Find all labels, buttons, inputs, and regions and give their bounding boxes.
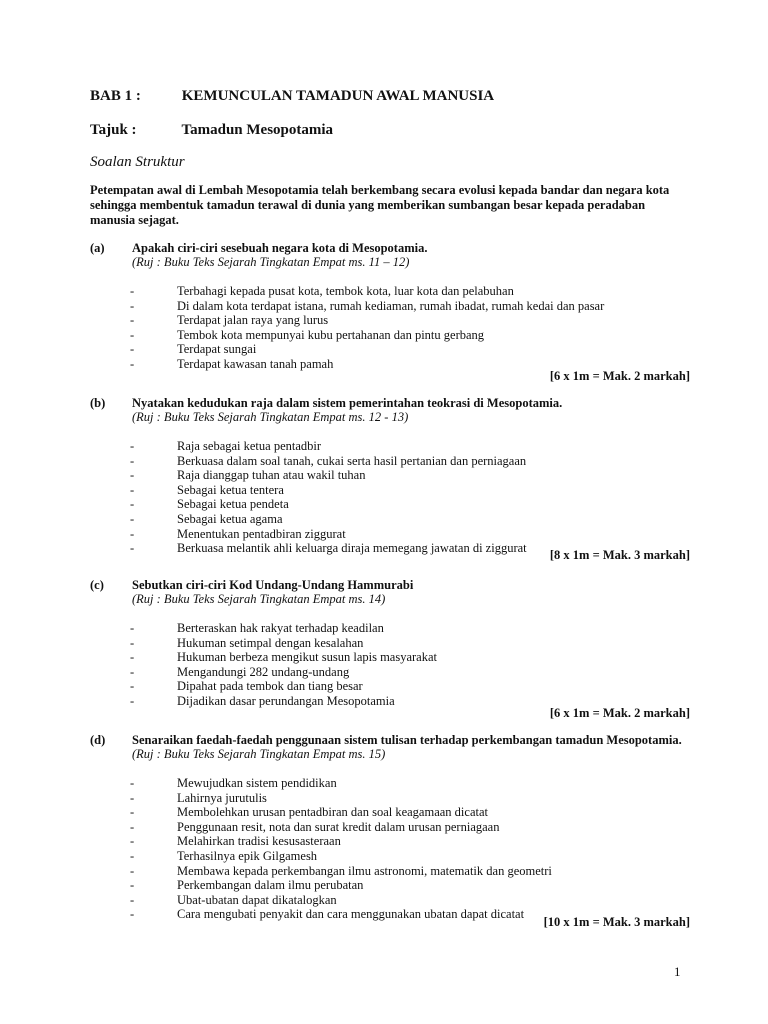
chapter-title: KEMUNCULAN TAMADUN AWAL MANUSIA	[181, 88, 495, 104]
marks-allocation: [8 x 1m = Mak. 3 markah]	[549, 548, 690, 562]
question-text: Sebutkan ciri-ciri Kod Undang-Undang Hammurabi	[132, 578, 414, 592]
question-letter: (c)	[90, 578, 104, 592]
question-letter: (a)	[90, 241, 105, 255]
marks-allocation: [6 x 1m = Mak. 2 markah]	[549, 369, 690, 383]
question-reference: (Ruj : Buku Teks Sejarah Tingkatan Empat ms. 15)	[132, 747, 386, 761]
question-text: Nyatakan kedudukan raja dalam sistem pemerintahan teokrasi di Mesopotamia.	[132, 396, 563, 410]
question-letter: (d)	[90, 733, 106, 747]
chapter-label: BAB 1 :	[90, 88, 141, 104]
marks-allocation: [10 x 1m = Mak. 3 markah]	[543, 915, 690, 929]
topic-label: Tajuk :	[90, 122, 137, 138]
section-title: Soalan Struktur	[90, 154, 185, 170]
question-reference: (Ruj : Buku Teks Sejarah Tingkatan Empat ms. 11 – 12)	[132, 255, 410, 269]
question-reference: (Ruj : Buku Teks Sejarah Tingkatan Empat ms. 14)	[132, 592, 386, 606]
topic-heading	[90, 122, 333, 139]
question-reference: (Ruj : Buku Teks Sejarah Tingkatan Empat ms. 12 - 13)	[132, 410, 409, 424]
intro-paragraph: Petempatan awal di Lembah Mesopotamia telah berkembang secara evolusi kepada bandar dan negara kota sehingga membentuk tamadun terawal di dunia yang memberikan sumbangan besar kepada peradaban manusia sejagat.	[90, 183, 670, 227]
question-letter: (b)	[90, 396, 106, 410]
page-number: 1	[674, 964, 681, 979]
chapter-heading	[90, 88, 494, 105]
question-text: Apakah ciri-ciri sesebuah negara kota di Mesopotamia.	[132, 241, 428, 255]
question-text: Senaraikan faedah-faedah penggunaan sistem tulisan terhadap perkembangan tamadun Mesopotamia.	[132, 733, 682, 747]
document-page: BAB 1 : KEMUNCULAN TAMADUN AWAL MANUSIA Tajuk : Tamadun Mesopotamia Soalan Struktur Petempatan awal di Lembah Mesopotamia telah berkembang secara evolusi kepada bandar dan negara kota sehingga membentuk tamadun terawal di dunia yang memberikan sumbangan besar kepada peradaban manusia sejagat. (a) Apakah ciri-ciri sesebuah negara kota di Mesopotamia. (Ruj : Buku Teks Sejarah Tingkatan Empat ms. 11 – 12) - Terbahagi kepada pusat kota, tembok kota, luar kota dan pelabuhan - Di dalam kota terdapat istana, rumah kediaman, rumah ibadat, rumah kedai dan pasar - Terdapat jalan raya yang lurus - Tembok kota mempunyai kubu pertahanan dan pintu gerbang - Terdapat sungai - Terdapat kawasan tanah pamah [6 x 1m = Mak. 2 markah] (b) Nyatakan kedudukan raja dalam sistem pemerintahan teokrasi di Mesopotamia. (Ruj : Buku Teks Sejarah Tingkatan Empat ms. 12 - 13) - Raja sebagai ketua pentadbir - Berkuasa dalam soal tanah, cukai serta hasil pertanian dan perniagaan - Raja dianggap tuhan atau wakil tuhan - Sebagai ketua tentera - Sebagai ketua pendeta - Sebagai ketua agama - Menentukan pentadbiran ziggurat - Berkuasa melantik ahli keluarga diraja memegang jawatan di ziggurat [8 x 1m = Mak. 3 markah] (c) Sebutkan ciri-ciri Kod Undang-Undang Hammurabi (Ruj : Buku Teks Sejarah Tingkatan Empat ms. 14) - Berteraskan hak rakyat terhadap keadilan - Hukuman setimpal dengan kesalahan - Hukuman berbeza mengikut susun lapis masyarakat - Mengandungi 282 undang-undang - Dipahat pada tembok dan tiang besar - Dijadikan dasar perundangan Mesopotamia [6 x 1m = Mak. 2 markah] (d) Senaraikan faedah-faedah penggunaan sistem tulisan terhadap perkembangan tamadun Mesopotamia. (Ruj : Buku Teks Sejarah Tingkatan Empat ms. 15) - Mewujudkan sistem pendidikan - Lahirnya jurutulis - Membolehkan urusan pentadbiran dan soal keagamaan dicatat - Penggunaan resit, nota dan surat kredit dalam urusan perniagaan - Melahirkan tradisi kesusasteraan - Terhasilnya epik Gilgamesh - Membawa kepada perkembangan ilmu astronomi, matematik dan geometri - Perkembangan dalam ilmu perubatan - Ubat-ubatan dapat dikatalogkan - Cara mengubati penyakit dan cara menggunakan ubatan dapat dicatat [10 x 1m = Mak. 3 markah] 1	[90, 88, 690, 979]
topic-title: Tamadun Mesopotamia	[181, 122, 334, 138]
marks-allocation: [6 x 1m = Mak. 2 markah]	[549, 706, 690, 720]
